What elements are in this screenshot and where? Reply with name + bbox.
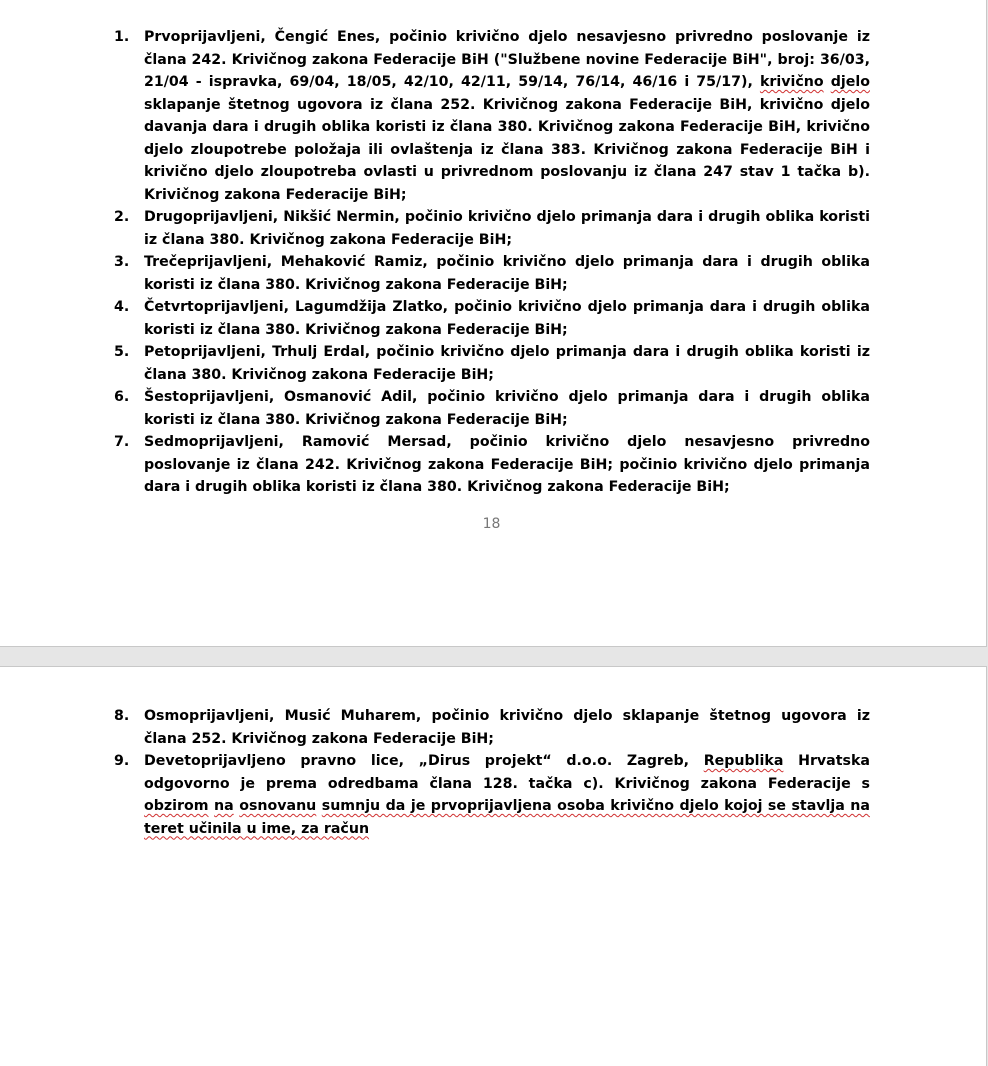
list-item-text: Šestoprijavljeni, Osmanović Adil, počinio krivično djelo primanja dara i drugih oblika koristi iz člana 380. Krivičnog zakona Federacije BiH;	[144, 389, 870, 428]
list-item	[114, 296, 870, 341]
list-item-number: 5.	[114, 344, 130, 360]
spellcheck-word: krivično	[759, 74, 824, 90]
list-item-number: 1.	[114, 29, 130, 45]
list-item	[114, 431, 870, 499]
list-item-text: Petoprijavljeni, Trhulj Erdal, počinio krivično djelo primanja dara i drugih oblika koristi iz člana 380. Krivičnog zakona Federacije BiH;	[144, 344, 870, 383]
page-number: 18	[482, 516, 501, 532]
list-item	[114, 341, 870, 386]
list-item	[114, 206, 870, 251]
list-item	[114, 26, 870, 206]
spellcheck-word: djelo	[830, 74, 870, 90]
list-item	[114, 750, 870, 840]
spellcheck-word: na	[214, 798, 234, 814]
list-item-text: Drugoprijavljeni, Nikšić Nermin, počinio krivično djelo primanja dara i drugih oblika koristi iz člana 380. Krivičnog zakona Federacije BiH;	[144, 209, 870, 248]
list-item-number: 8.	[114, 708, 130, 724]
spellcheck-word: osnovanu	[239, 798, 317, 814]
list-item-number: 9.	[114, 753, 130, 769]
list-item-text: Osmoprijavljeni, Musić Muharem, počinio krivično djelo sklapanje štetnog ugovora iz člana 252. Krivičnog zakona Federacije BiH;	[144, 708, 870, 747]
list-item-text: Prvoprijavljeni, Čengić Enes, počinio krivično djelo nesavjesno privredno poslovanje iz člana 242. Krivičnog zakona Federacije BiH ("Službene novine Federacije BiH", broj: 36/03, 21/04 - ispravka, 69/04, 18/05, 42/10, 42/11, 59/14, 76/14, 46/16 i 75/17), krivično djelo sklapanje štetnog ugovora iz člana 252. Krivičnog zakona Federacije BiH, krivično djelo davanja dara i drugih oblika koristi iz člana 380. Krivičnog zakona Federacije BiH, krivično djelo zloupotrebe položaja ili ovlaštenja iz člana 383. Krivičnog zakona Federacije BiH i krivično djelo zloupotreba ovlasti u privrednom poslovanju iz člana 247 stav 1 tačka b). Krivičnog zakona Federacije BiH;	[144, 29, 870, 203]
list-item-number: 7.	[114, 434, 130, 450]
spellcheck-word: obzirom	[144, 798, 209, 814]
list-item-text: Devetoprijavljeno pravno lice, „Dirus projekt“ d.o.o. Zagreb, Republika Hrvatska odgovorno je prema odredbama člana 128. tačka c). Krivičnog zakona Federacije s obzirom na osnovanu sumnju da je prvoprijavljena osoba krivično djelo kojoj se stavlja na teret učinila u ime, za račun	[144, 753, 870, 837]
list-item	[114, 386, 870, 431]
document-page-19	[0, 666, 987, 1066]
list-item-number: 3.	[114, 254, 130, 270]
list-item-text: Sedmoprijavljeni, Ramović Mersad, počinio krivično djelo nesavjesno privredno poslovanje iz člana 242. Krivičnog zakona Federacije BiH; počinio krivično djelo primanja dara i drugih oblika koristi iz člana 380. Krivičnog zakona Federacije BiH;	[144, 434, 870, 495]
list-item	[114, 705, 870, 750]
list-item-text: Trečeprijavljeni, Mehaković Ramiz, počinio krivično djelo primanja dara i drugih oblika koristi iz člana 380. Krivičnog zakona Federacije BiH;	[144, 254, 870, 293]
list-item-text: Četvrtoprijavljeni, Lagumdžija Zlatko, počinio krivično djelo primanja dara i drugih oblika koristi iz člana 380. Krivičnog zakona Federacije BiH;	[144, 299, 870, 338]
accused-list-continued	[114, 705, 870, 840]
list-item-number: 2.	[114, 209, 130, 225]
list-item	[114, 251, 870, 296]
list-item-number: 4.	[114, 299, 130, 315]
spellcheck-word: sumnju da je prvoprijavljena osoba krivično djelo kojoj se stavlja na teret učinila u ime, za račun	[144, 798, 870, 837]
spellcheck-word: Republika	[703, 753, 784, 769]
accused-list	[114, 26, 870, 499]
list-item-number: 6.	[114, 389, 130, 405]
